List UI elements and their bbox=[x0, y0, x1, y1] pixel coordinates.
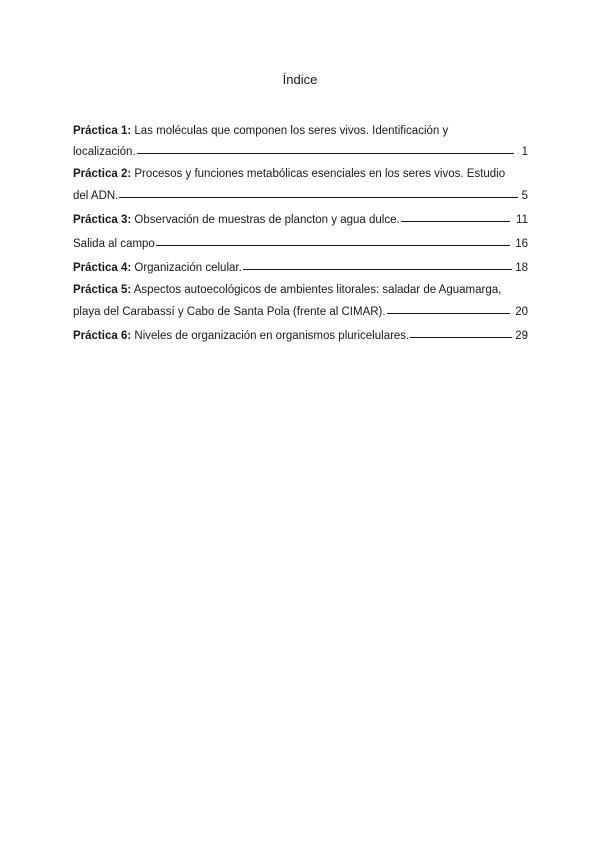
toc-entry-label: Práctica 6: bbox=[73, 330, 132, 342]
leader-line bbox=[387, 302, 510, 314]
toc-page-number: 29 bbox=[515, 330, 528, 342]
toc-entry-title: Organización celular. bbox=[134, 262, 242, 274]
leader-line bbox=[156, 234, 510, 246]
toc-entry-label: Práctica 3: bbox=[73, 214, 132, 226]
toc-entry-2-line-1 bbox=[73, 166, 528, 182]
toc-entry-6-line-1 bbox=[73, 282, 528, 298]
toc-entry-text bbox=[73, 260, 242, 276]
toc-entry-label: Práctica 2: bbox=[73, 168, 132, 180]
toc-entry-title: Aspectos autoecológicos de ambientes litorales: saladar de Aguamarga, bbox=[133, 284, 502, 296]
toc-entry-title: Niveles de organización en organismos pluricelulares. bbox=[134, 330, 410, 342]
toc-entry-text bbox=[73, 212, 400, 228]
leader-line bbox=[243, 258, 512, 270]
toc-entry-4 bbox=[73, 235, 528, 251]
toc-entry-title: Salida al campo bbox=[73, 238, 155, 250]
toc-page-number: 11 bbox=[516, 214, 528, 226]
leader-line bbox=[401, 210, 510, 222]
toc-entry-title: Las moléculas que componen los seres vivos. Identificación y bbox=[134, 125, 449, 137]
leader-line bbox=[119, 186, 518, 198]
toc-entry-label: Práctica 5: bbox=[73, 284, 132, 296]
toc-entry-title: Observación de muestras de plancton y agua dulce. bbox=[134, 214, 400, 226]
toc-entry-7 bbox=[73, 327, 528, 343]
toc-entry-5 bbox=[73, 259, 528, 275]
toc-entry-title-cont: del ADN. bbox=[73, 190, 119, 202]
toc-page-number: 16 bbox=[515, 238, 528, 250]
leader-line bbox=[410, 326, 512, 338]
toc-entry-label: Práctica 1: bbox=[73, 125, 132, 137]
toc-page-number: 20 bbox=[515, 306, 528, 318]
toc-entry-title-cont: playa del Carabassí y Cabo de Santa Pola (frente al CIMAR). bbox=[73, 306, 386, 318]
toc-page-number: 18 bbox=[515, 262, 528, 274]
leader-line bbox=[137, 142, 514, 154]
toc-entry-3 bbox=[73, 211, 528, 227]
toc-entry-text bbox=[73, 328, 409, 344]
toc-page-number: 5 bbox=[521, 190, 528, 202]
toc-entry-2-line-2 bbox=[73, 187, 528, 203]
toc-entry-title-cont: localización. bbox=[73, 146, 136, 158]
toc-page-number: 1 bbox=[521, 146, 528, 158]
toc-entry-1-line-1 bbox=[73, 123, 528, 139]
toc-entry-title: Procesos y funciones metabólicas esenciales en los seres vivos. Estudio bbox=[134, 168, 506, 180]
toc-entry-label: Práctica 4: bbox=[73, 262, 132, 274]
toc-entry-6-line-2 bbox=[73, 303, 528, 319]
index-title: Índice bbox=[282, 72, 318, 87]
toc-entry-1-line-2 bbox=[73, 143, 528, 159]
